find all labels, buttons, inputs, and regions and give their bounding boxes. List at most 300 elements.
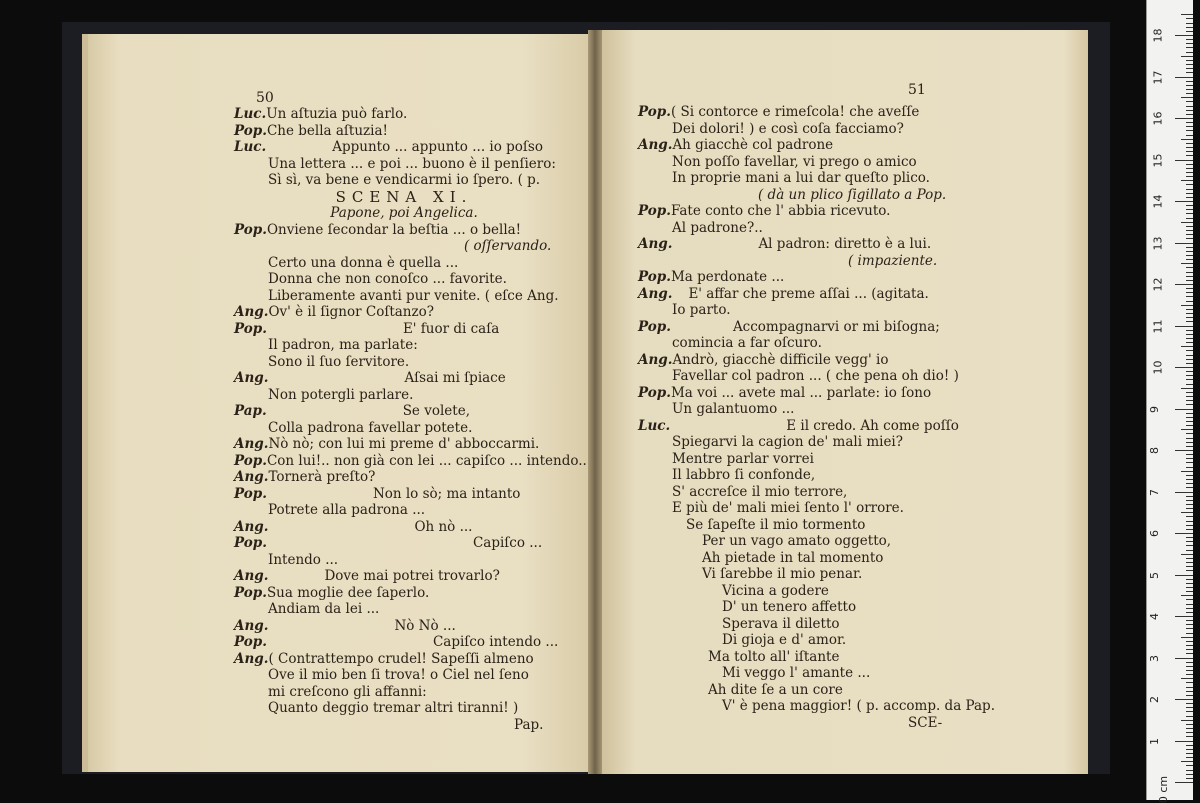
line-text: Io parto. (672, 302, 731, 318)
text-line (234, 585, 574, 602)
text-line (234, 667, 574, 684)
text-line (638, 269, 1058, 286)
text-line (234, 618, 574, 635)
text-line (234, 321, 574, 338)
line-text: Capiſco intendo ... (432, 634, 559, 650)
line-text: Sua moglie dee ſaperlo. (266, 584, 430, 601)
text-line (638, 533, 1058, 550)
line-text: Ma tolto all' iſtante (708, 648, 840, 665)
ruler-tick (1186, 130, 1193, 131)
text-line (234, 387, 574, 404)
ruler-tick (1186, 736, 1193, 737)
speaker-label: Ang. (234, 436, 269, 452)
line-text: Pap. (514, 716, 544, 733)
ruler-tick (1186, 641, 1193, 642)
ruler-label: 10 (1151, 360, 1165, 375)
line-text: E' affar che preme aſſai ... (agitata. (688, 285, 929, 302)
page-number-right: 51 (908, 82, 926, 98)
ruler-tick (1186, 64, 1193, 65)
speaker-label: Ang. (234, 469, 269, 485)
line-text: Ah giacchè col padrone (672, 137, 834, 153)
ruler-tick (1181, 637, 1193, 638)
ruler-tick (1175, 367, 1193, 368)
ruler-tick (1186, 72, 1193, 73)
ruler-tick (1186, 421, 1193, 422)
ruler-tick (1186, 467, 1193, 468)
speaker-label: Ang. (234, 650, 269, 667)
line-text: Onviene ſecondar la beſtia ... o bella! (266, 221, 522, 238)
ruler-tick (1186, 587, 1193, 588)
ruler-tick (1186, 288, 1193, 289)
speaker-label: Ang. (638, 351, 673, 368)
line-text: ( dà un plico ſigillato a Pop. (758, 186, 947, 203)
ruler-tick (1181, 222, 1193, 223)
ruler-label: 12 (1151, 277, 1165, 292)
ruler-tick (1181, 388, 1193, 389)
ruler-tick (1186, 662, 1193, 663)
ruler-tick (1186, 591, 1193, 592)
ruler-tick (1186, 230, 1193, 231)
ruler-tick (1186, 126, 1193, 127)
line-text: S' accreſce il mio terrore, (672, 483, 848, 500)
line-text: SCE- (908, 714, 943, 731)
ruler-tick (1186, 280, 1193, 281)
line-text: Capiſco ... (472, 535, 543, 551)
ruler-tick (1186, 189, 1193, 190)
speaker-label: Pop. (234, 122, 267, 139)
ruler-tick (1186, 753, 1193, 754)
ruler-tick (1181, 263, 1193, 264)
ruler-tick (1186, 413, 1193, 414)
ruler-tick (1181, 139, 1193, 140)
ruler-tick (1181, 471, 1193, 472)
text-line (638, 286, 1058, 303)
ruler-tick (1175, 575, 1193, 576)
ruler-tick (1175, 699, 1193, 700)
ruler-tick (1186, 81, 1193, 82)
line-text: Sperava il diletto (722, 615, 840, 632)
line-text: Il padron, ma parlate: (268, 337, 418, 353)
ruler-tick (1186, 508, 1193, 509)
line-text: Ah pietade in tal momento (702, 549, 884, 566)
line-text: Dei dolori! ) e così coſa facciamo? (672, 120, 904, 137)
ruler-tick (1186, 628, 1193, 629)
ruler-tick (1175, 616, 1193, 617)
ruler-tick (1186, 255, 1193, 256)
ruler-tick (1186, 101, 1193, 102)
line-text: Vicina a godere (722, 582, 829, 599)
speaker-label: Pop. (234, 221, 267, 238)
line-text: Con lui!.. non già con lei ... capiſco ... intendo.. (266, 452, 587, 469)
text-line (638, 154, 1058, 171)
ruler-tick (1186, 454, 1193, 455)
ruler-tick (1186, 23, 1193, 24)
text-line (234, 568, 574, 585)
ruler-tick (1186, 355, 1193, 356)
ruler-label: 2 (1148, 696, 1161, 703)
right-page-text (638, 104, 1058, 731)
text-line (234, 420, 574, 437)
ruler-tick (1186, 404, 1193, 405)
speaker-label: Ang. (638, 137, 673, 153)
ruler-tick (1186, 151, 1193, 152)
text-line (638, 137, 1058, 154)
line-text: Non poſſo favellar, vi prego o amico (672, 153, 917, 170)
ruler-tick (1186, 259, 1193, 260)
page-number-left: 50 (256, 90, 274, 106)
text-line (638, 368, 1058, 385)
text-line (234, 486, 574, 503)
ruler-tick (1186, 89, 1193, 90)
ruler-tick (1186, 604, 1193, 605)
ruler-tick (1186, 695, 1193, 696)
ruler-tick (1186, 301, 1193, 302)
ruler-tick (1186, 47, 1193, 48)
line-text: Andiam da lei ... (268, 601, 380, 617)
text-line (638, 236, 1058, 253)
line-text: E il credo. Ah come poſſo (786, 417, 959, 434)
ruler-tick (1186, 234, 1193, 235)
ruler-label: 6 (1148, 530, 1161, 537)
ruler-tick (1186, 529, 1193, 530)
line-text: Certo una donna è quella ... (268, 254, 459, 271)
ruler-tick (1186, 43, 1193, 44)
ruler-tick (1186, 147, 1193, 148)
line-text: Il labbro ſi confonde, (672, 467, 816, 483)
ruler-tick (1186, 537, 1193, 538)
ruler-tick (1181, 97, 1193, 98)
ruler-tick (1186, 197, 1193, 198)
ruler-tick (1186, 31, 1193, 32)
ruler-label: 8 (1148, 447, 1161, 454)
ruler-tick (1181, 720, 1193, 721)
ruler-tick (1186, 392, 1193, 393)
line-text: Aſsai mi ſpiace (404, 370, 506, 386)
speaker-label: Pop. (234, 535, 267, 551)
ruler-tick (1181, 678, 1193, 679)
ruler-tick (1186, 674, 1193, 675)
text-line (638, 665, 1058, 682)
ruler-tick (1186, 172, 1193, 173)
line-text: Ma perdonate ... (670, 269, 785, 285)
ruler-tick (1186, 417, 1193, 418)
ruler-tick (1186, 608, 1193, 609)
ruler-tick (1186, 396, 1193, 397)
text-line (234, 634, 574, 651)
line-text: Andrò, giacchè difficile vegg' io (672, 351, 889, 368)
line-text: Papone, poi Angelica. (330, 205, 478, 221)
ruler-tick (1186, 52, 1193, 53)
ruler-tick (1186, 653, 1193, 654)
ruler-tick (1186, 645, 1193, 646)
text-line (638, 434, 1058, 451)
speaker-label: Ang. (234, 518, 269, 535)
ruler-tick (1186, 711, 1193, 712)
speaker-label: Pop. (638, 203, 671, 219)
ruler-tick (1181, 595, 1193, 596)
ruler-tick (1186, 110, 1193, 111)
ruler-tick (1186, 27, 1193, 28)
speaker-label: Luc. (234, 106, 267, 122)
line-text: Non potergli parlare. (268, 386, 414, 403)
ruler-tick (1175, 450, 1193, 451)
ruler-tick (1186, 442, 1193, 443)
ruler-tick (1186, 558, 1193, 559)
ruler-tick (1186, 218, 1193, 219)
ruler-label: 17 (1151, 70, 1165, 84)
ruler-label: 5 (1148, 571, 1161, 579)
line-text: ( impaziente. (848, 252, 938, 269)
ruler-tick (1186, 483, 1193, 484)
text-line (234, 436, 574, 453)
speaker-label: Luc. (234, 139, 267, 155)
ruler-label: 16 (1151, 111, 1165, 126)
line-text: Ma voi ... avete mal ... parlate: io ſono (670, 384, 932, 401)
ruler-tick (1186, 334, 1193, 335)
ruler-tick (1186, 85, 1193, 86)
line-text: Fate conto che l' abbia ricevuto. (670, 203, 891, 219)
ruler-tick (1186, 541, 1193, 542)
text-line (234, 123, 574, 140)
text-line (234, 469, 574, 486)
ruler-tick (1186, 384, 1193, 385)
ruler-tick (1186, 205, 1193, 206)
ruler-label: 18 (1151, 28, 1165, 43)
text-line (638, 550, 1058, 567)
ruler-tick (1186, 168, 1193, 169)
line-text: Oh nò ... (414, 518, 473, 535)
line-text: Ov' è il ſignor Coſtanzo? (268, 304, 434, 320)
ruler-tick (1175, 741, 1193, 742)
line-text: Un galantuomo ... (672, 401, 795, 417)
text-line (234, 172, 574, 189)
ruler-tick (1186, 114, 1193, 115)
line-text: ( oſſervando. (464, 238, 552, 254)
ruler-tick (1186, 765, 1193, 766)
ruler-tick (1186, 317, 1193, 318)
left-page-text (234, 106, 587, 733)
text-line (638, 599, 1058, 616)
speaker-label: Ang. (234, 304, 269, 320)
ruler-label: 14 (1151, 194, 1165, 209)
text-line (638, 451, 1058, 468)
text-line (638, 319, 1058, 336)
ruler-tick (1175, 201, 1193, 202)
ruler-tick (1186, 516, 1193, 517)
ruler-tick (1186, 728, 1193, 729)
ruler-tick (1175, 326, 1193, 327)
text-line (234, 535, 574, 552)
ruler-tick (1186, 732, 1193, 733)
ruler-tick (1186, 778, 1193, 779)
line-text: Intendo ... (268, 551, 339, 568)
ruler-unit: 0 cm (1157, 775, 1171, 803)
line-text: Ah dite ſe a un core (708, 681, 843, 698)
speaker-label: Pop. (234, 452, 267, 469)
ruler-tick (1186, 309, 1193, 310)
ruler-tick (1186, 745, 1193, 746)
ruler-tick (1186, 687, 1193, 688)
line-text: ( Contrattempo crudel! Sapeſſi almeno (268, 650, 534, 667)
ruler-tick (1181, 305, 1193, 306)
ruler-tick (1186, 562, 1193, 563)
ruler-tick (1186, 155, 1193, 156)
text-line (234, 238, 574, 255)
ruler-tick (1175, 782, 1193, 783)
ruler-tick (1186, 579, 1193, 580)
ruler-tick (1186, 251, 1193, 252)
ruler-tick (1186, 93, 1193, 94)
ruler-tick (1186, 770, 1193, 771)
line-text: Sì sì, va bene e vendicarmi io ſpero. ( p. (268, 172, 541, 188)
ruler-label: 13 (1151, 236, 1165, 250)
text-line (638, 352, 1058, 369)
line-text: Quanto deggio tremar altri tiranni! ) (268, 700, 519, 716)
text-line (234, 354, 574, 371)
ruler-tick (1186, 193, 1193, 194)
ruler-tick (1186, 330, 1193, 331)
speaker-label: Pop. (234, 584, 267, 601)
text-line (234, 452, 587, 470)
ruler-tick (1186, 184, 1193, 185)
ruler-tick (1186, 446, 1193, 447)
text-line (234, 651, 574, 668)
ruler-tick (1186, 545, 1193, 546)
line-text: Che bella aſtuzia! (266, 122, 388, 139)
line-text: Spiegarvi la cagion de' mali miei? (672, 434, 903, 450)
line-text: Tornerà preſto? (268, 469, 376, 485)
speaker-label: Luc. (638, 417, 671, 434)
ruler-tick (1175, 409, 1193, 410)
line-text: Potrete alla padrona ... (268, 502, 426, 518)
text-line (234, 700, 574, 717)
line-text: E' fuor di caſa (402, 320, 500, 337)
ruler-tick (1186, 666, 1193, 667)
text-line (638, 104, 1058, 121)
ruler-tick (1186, 612, 1193, 613)
line-text: Per un vago amato oggetto, (702, 533, 892, 549)
text-line (234, 717, 574, 734)
ruler-tick (1186, 18, 1193, 19)
text-line (638, 401, 1058, 418)
ruler-tick (1186, 164, 1193, 165)
line-text: Mentre parlar vorrei (672, 450, 814, 467)
line-text: Sono il ſuo ſervitore. (268, 353, 410, 370)
ruler-tick (1181, 554, 1193, 555)
ruler-tick (1186, 570, 1193, 571)
line-text: mi creſcono gli affanni: (268, 683, 427, 700)
ruler-tick (1186, 143, 1193, 144)
ruler-tick (1175, 492, 1193, 493)
ruler-label: 3 (1148, 654, 1161, 662)
ruler-tick (1181, 346, 1193, 347)
ruler-tick (1186, 521, 1193, 522)
line-text: D' un tenero affetto (722, 599, 857, 615)
ruler-label: 1 (1148, 737, 1161, 745)
text-line (234, 288, 574, 305)
ruler-tick (1186, 633, 1193, 634)
line-text: Favellar col padron ... ( che pena oh dio! ) (672, 368, 959, 384)
line-text: Colla padrona favellar potete. (268, 419, 473, 436)
ruler-tick (1186, 209, 1193, 210)
text-line (638, 649, 1058, 666)
line-text: Liberamente avanti pur venite. ( eſce Ang. (268, 287, 559, 304)
line-text: Se ſapeſte il mio tormento (686, 516, 866, 533)
ruler-tick (1186, 716, 1193, 717)
ruler-tick (1186, 135, 1193, 136)
line-text: V' è pena maggior! ( p. accomp. da Pap. (722, 698, 995, 714)
ruler-tick (1186, 313, 1193, 314)
ruler-tick (1186, 238, 1193, 239)
ruler-tick (1186, 425, 1193, 426)
line-text: Al padrone?.. (672, 219, 763, 236)
speaker-label: Pap. (234, 403, 267, 419)
text-line (638, 335, 1058, 352)
text-line (638, 385, 1058, 402)
left-page (82, 34, 598, 772)
text-line (638, 418, 1058, 435)
measurement-ruler (1146, 0, 1193, 803)
text-line (234, 139, 574, 156)
ruler-tick (1186, 550, 1193, 551)
line-text: Se volete, (402, 403, 470, 419)
text-line (234, 205, 574, 222)
ruler-tick (1186, 438, 1193, 439)
ruler-tick (1186, 500, 1193, 501)
ruler-tick (1186, 276, 1193, 277)
text-line (234, 601, 574, 618)
speaker-label: Pop. (234, 485, 267, 502)
line-text: comincia a far oſcuro. (672, 335, 822, 351)
ruler-tick (1186, 379, 1193, 380)
ruler-tick (1186, 359, 1193, 360)
ruler-tick (1186, 226, 1193, 227)
speaker-label: Pop. (234, 320, 267, 337)
text-line (234, 106, 574, 123)
ruler-tick (1186, 176, 1193, 177)
ruler-tick (1181, 14, 1193, 15)
line-text: Ove il mio ben ſi trova! o Ciel nel ſeno (268, 667, 529, 683)
text-line (638, 121, 1058, 138)
ruler-tick (1186, 433, 1193, 434)
ruler-tick (1186, 620, 1193, 621)
ruler-tick (1186, 292, 1193, 293)
ruler-tick (1186, 691, 1193, 692)
ruler-tick (1186, 272, 1193, 273)
text-line (638, 187, 1058, 204)
ruler-tick (1186, 371, 1193, 372)
line-text: Donna che non conoſco ... favorite. (268, 271, 507, 287)
ruler-tick (1186, 458, 1193, 459)
ruler-tick (1186, 475, 1193, 476)
line-text: Accompagnarvi or mi biſogna; (732, 318, 940, 335)
ruler-tick (1186, 649, 1193, 650)
speaker-label: Ang. (234, 370, 269, 386)
ruler-tick (1186, 496, 1193, 497)
ruler-tick (1175, 35, 1193, 36)
speaker-label: Ang. (234, 617, 269, 634)
ruler-tick (1186, 267, 1193, 268)
text-line (234, 684, 574, 701)
speaker-label: Ang. (638, 285, 673, 302)
ruler-tick (1186, 400, 1193, 401)
text-line (234, 222, 574, 239)
ruler-tick (1186, 213, 1193, 214)
line-text: Non lo sò; ma intanto (372, 485, 521, 502)
text-line (638, 682, 1058, 699)
ruler-tick (1186, 487, 1193, 488)
line-text: Appunto ... appunto ... io poſso (332, 139, 543, 155)
